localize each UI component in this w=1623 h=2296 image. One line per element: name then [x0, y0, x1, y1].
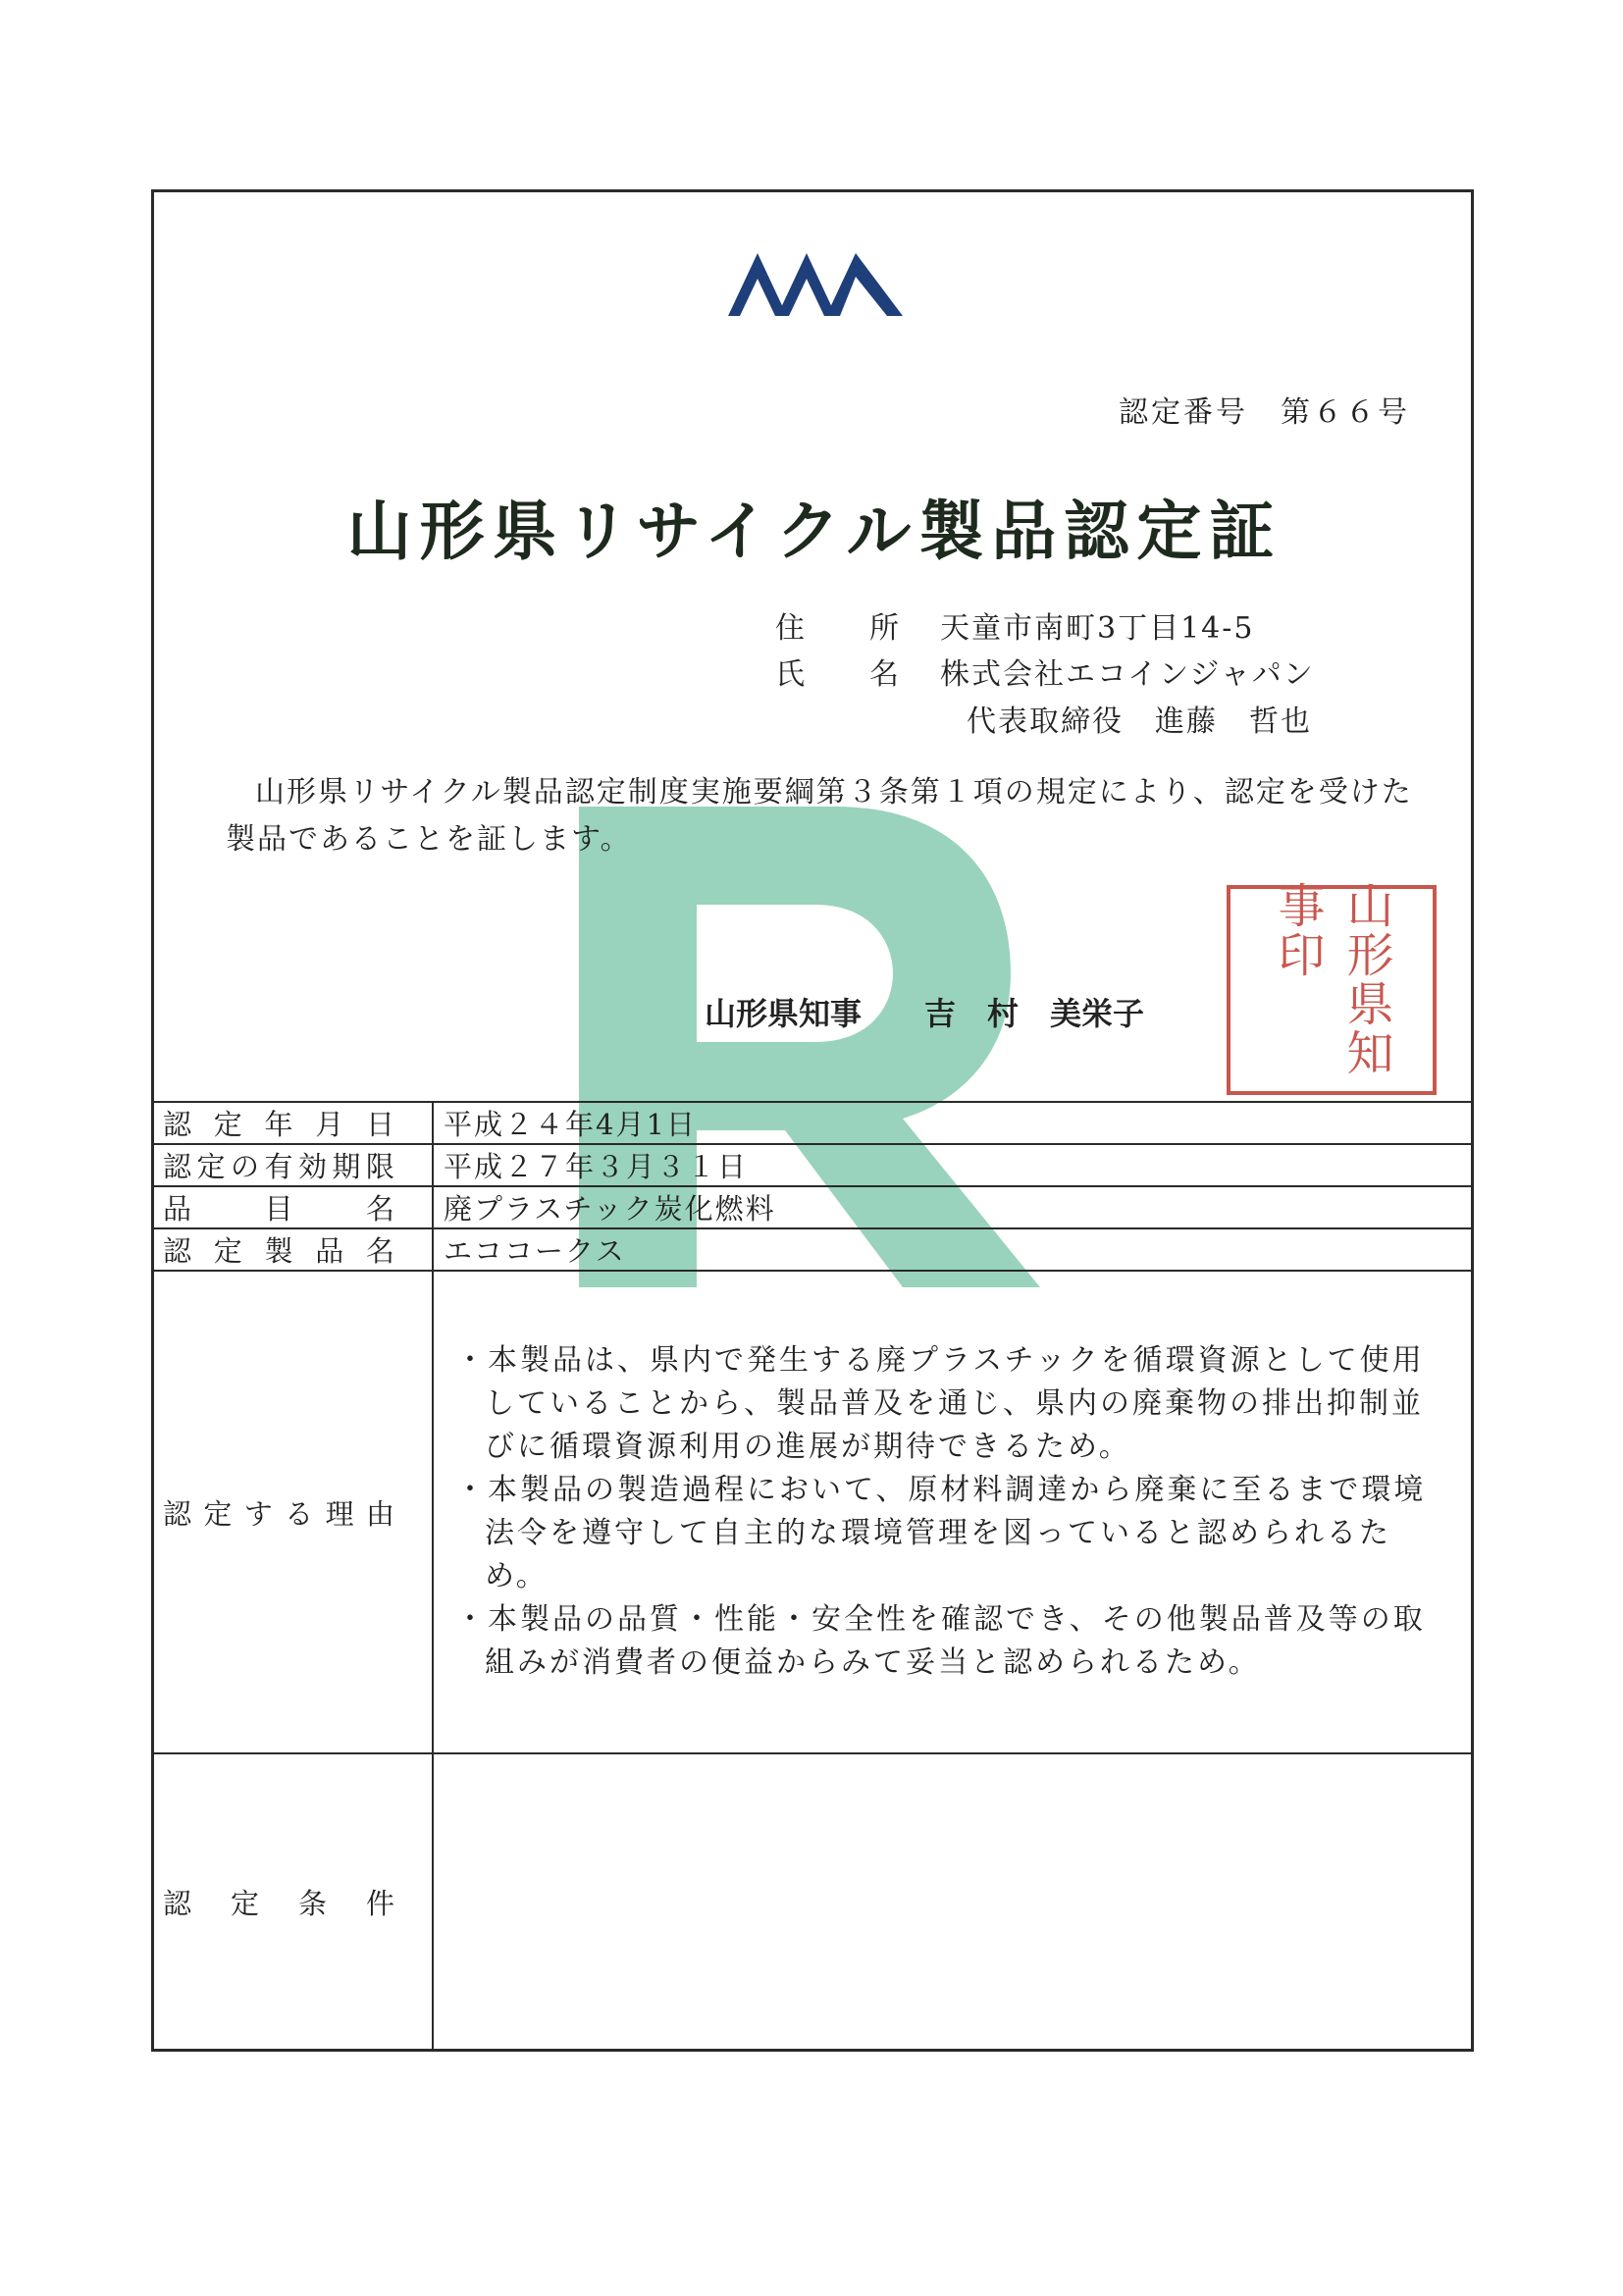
product-name: エココークス [433, 1228, 1473, 1271]
row-label [152, 1228, 433, 1271]
item-name: 廃プラスチック炭化燃料 [433, 1186, 1473, 1228]
item-label: 品 目 名 [163, 1192, 398, 1226]
certification-statement: 山形県リサイクル製品認定制度実施要綱第３条第１項の規定により、認定を受けた製品であることを証します。 [226, 775, 1413, 857]
certification-date: 平成２４年4月1日 [433, 1102, 1473, 1144]
reasons-cell [433, 1271, 1473, 1753]
table-row [152, 1228, 1473, 1271]
governor-signature: 山形県知事 吉 村 美栄子 [705, 995, 1145, 1032]
expiry-date: 平成２７年３月３１日 [433, 1144, 1473, 1186]
company-name: 株式会社エコインジャパン [940, 657, 1315, 692]
row-label [152, 1186, 433, 1228]
representative-name: 代表取締役 進藤 哲也 [967, 704, 1312, 739]
address-label: 住 所 [775, 611, 901, 646]
reason-item: ・本製品の製造過程において、原材料調達から廃棄に至るまで環境法令を遵守して自主的な環境管理を図っていると認められるため。 [455, 1473, 1427, 1593]
date-label: 認 定 年 月 日 [163, 1108, 398, 1141]
table-row [152, 1144, 1473, 1186]
reason-item: ・本製品は、県内で発生する廃プラスチックを循環資源として使用していることから、製品普及を通じ、県内の廃棄物の排出抑制並びに循環資源利用の進展が期待できるため。 [455, 1343, 1425, 1464]
condition-label: 認 定 条 件 [163, 1886, 398, 1920]
row-label [152, 1271, 433, 1753]
address-value: 天童市南町3丁目14-5 [940, 611, 1255, 646]
table-row [152, 1271, 1473, 1753]
certificate-title: 山形県リサイクル製品認定証 [346, 493, 1283, 569]
product-label: 認 定 製 品 名 [163, 1234, 398, 1268]
row-label [152, 1753, 433, 2050]
certification-table [151, 1101, 1474, 2051]
table-row [152, 1753, 1473, 2050]
condition-value [433, 1753, 1473, 2050]
row-label [152, 1144, 433, 1186]
triple-mountain-logo [728, 253, 903, 316]
reason-label: 認 定 す る 理 由 [163, 1496, 398, 1531]
reasons-list [444, 1339, 1462, 1685]
certificate-number: 認定番号 第６６号 [1119, 395, 1410, 430]
official-seal [1223, 881, 1440, 1099]
table-row [152, 1102, 1473, 1144]
table-row [152, 1186, 1473, 1228]
expiry-label: 認 定 の 有 効 期 限 [163, 1150, 398, 1183]
name-label: 氏 名 [775, 657, 901, 692]
reason-item: ・本製品の品質・性能・安全性を確認でき、その他製品普及等の取組みが消費者の便益からみて妥当と認められるため。 [455, 1602, 1426, 1680]
seal-lettering: 山形県知事印 [1270, 881, 1393, 1077]
row-label [152, 1102, 433, 1144]
